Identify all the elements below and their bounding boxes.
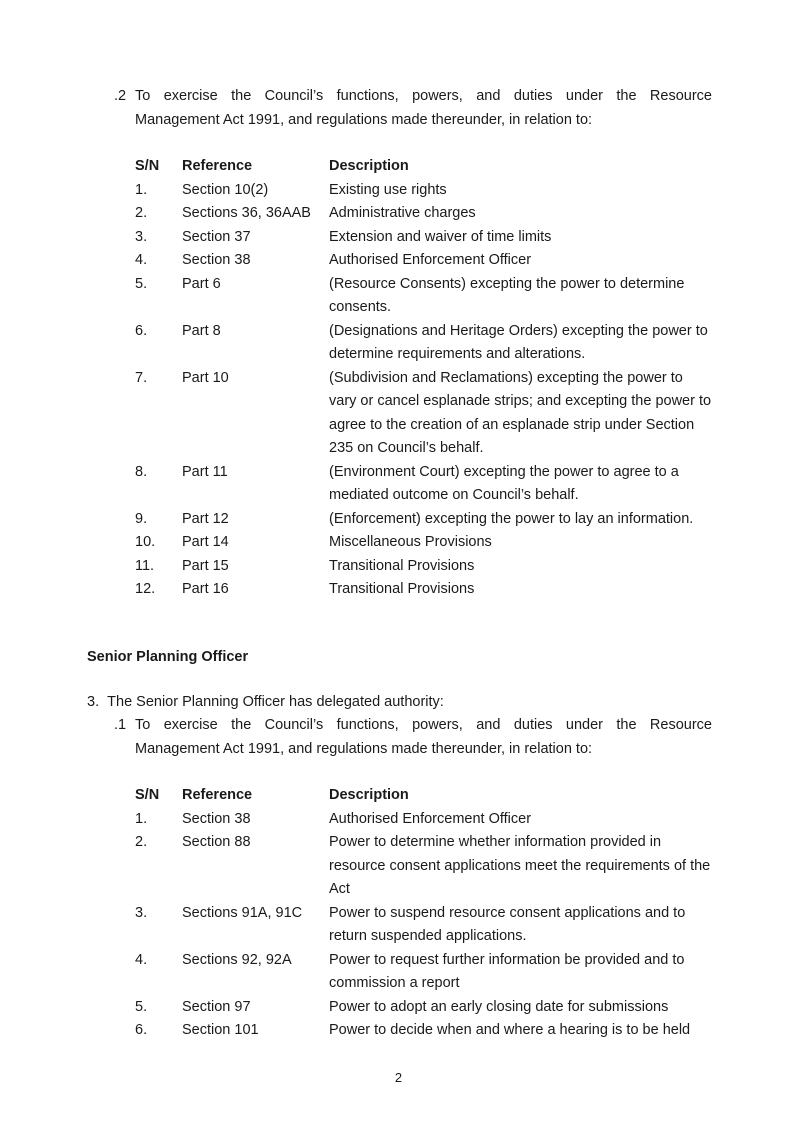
table-row bbox=[135, 996, 712, 1020]
cell-description: Existing use rights bbox=[329, 181, 447, 198]
cell-sn: 4. bbox=[135, 951, 148, 968]
header-sn: S/N bbox=[135, 787, 160, 803]
cell-reference: Part 8 bbox=[182, 322, 221, 339]
cell-reference: Part 14 bbox=[182, 534, 229, 550]
table-row bbox=[135, 461, 712, 508]
cell-description: Power to decide when and where a hearing is to be held bbox=[329, 1022, 691, 1038]
delegation-table-2 bbox=[135, 784, 712, 1043]
cell-reference: Part 15 bbox=[182, 557, 229, 574]
cell-description: (Designations and Heritage Orders) excepting the power to determine requirements and alterations. bbox=[329, 322, 708, 362]
header-reference: Reference bbox=[182, 787, 253, 803]
cell-description: Authorised Enforcement Officer bbox=[329, 252, 532, 268]
cell-description: Power to request further information be provided and to commission a report bbox=[329, 951, 685, 991]
cell-sn: 2. bbox=[135, 834, 148, 850]
cell-reference: Sections 36, 36AAB bbox=[182, 205, 311, 221]
cell-reference: Section 38 bbox=[182, 252, 251, 268]
table-header-row bbox=[135, 784, 712, 808]
cell-sn: 12. bbox=[135, 581, 156, 597]
table-row bbox=[135, 808, 712, 832]
cell-sn: 7. bbox=[135, 369, 148, 386]
cell-reference: Section 88 bbox=[182, 834, 251, 850]
cell-reference: Sections 91A, 91C bbox=[182, 904, 303, 921]
cell-description: (Subdivision and Reclamations) excepting the power to vary or cancel esplanade strips; and excepting the power to agree to the creation of an esplanade strip under Section 235 on Council’s behalf. bbox=[329, 369, 712, 456]
delegation-table-1 bbox=[135, 155, 712, 602]
cell-description: Administrative charges bbox=[329, 205, 476, 221]
table-row bbox=[135, 179, 712, 203]
table-row bbox=[135, 367, 712, 461]
cell-sn: 3. bbox=[135, 228, 148, 245]
cell-sn: 8. bbox=[135, 463, 148, 480]
cell-sn: 5. bbox=[135, 998, 148, 1015]
header-description: Description bbox=[329, 787, 409, 803]
table-row bbox=[135, 831, 712, 902]
table-row bbox=[135, 249, 712, 273]
cell-sn: 11. bbox=[135, 557, 155, 574]
cell-sn: 3. bbox=[135, 904, 148, 921]
cell-description: (Environment Court) excepting the power to agree to a mediated outcome on Council’s behalf. bbox=[329, 463, 679, 503]
table-row bbox=[135, 202, 712, 226]
cell-description: Power to suspend resource consent applications and to return suspended applications. bbox=[329, 904, 686, 944]
cell-description: (Resource Consents) excepting the power to determine consents. bbox=[329, 275, 685, 315]
table-row bbox=[135, 508, 712, 532]
cell-reference: Section 37 bbox=[182, 228, 251, 245]
cell-reference: Section 38 bbox=[182, 810, 251, 827]
cell-reference: Sections 92, 92A bbox=[182, 951, 292, 968]
cell-reference: Part 11 bbox=[182, 463, 228, 480]
clause-text-line2: Management Act 1991, and regulations made thereunder, in relation to: bbox=[135, 740, 593, 757]
clause-text-line2: Management Act 1991, and regulations made thereunder, in relation to: bbox=[135, 111, 593, 128]
header-reference: Reference bbox=[182, 158, 253, 174]
cell-description: Authorised Enforcement Officer bbox=[329, 810, 532, 827]
cell-sn: 5. bbox=[135, 275, 148, 292]
header-description: Description bbox=[329, 158, 409, 174]
table-row bbox=[135, 949, 712, 996]
section-heading: Senior Planning Officer bbox=[87, 649, 249, 665]
table-row bbox=[135, 226, 712, 250]
cell-sn: 1. bbox=[135, 181, 148, 198]
cell-reference: Section 101 bbox=[182, 1022, 259, 1038]
cell-description: (Enforcement) excepting the power to lay an information. bbox=[329, 510, 694, 527]
cell-reference: Part 16 bbox=[182, 581, 229, 597]
table-row bbox=[135, 1019, 712, 1043]
cell-sn: 9. bbox=[135, 510, 148, 527]
table-row bbox=[135, 555, 712, 579]
cell-reference: Section 10(2) bbox=[182, 181, 269, 198]
table-header-row bbox=[135, 155, 712, 179]
table-row bbox=[135, 531, 712, 555]
page-number: 2 bbox=[394, 1070, 403, 1085]
cell-description: Extension and waiver of time limits bbox=[329, 228, 552, 245]
clause-text-line1: To exercise the Council’s functions, powers, and duties under the Resource bbox=[135, 88, 712, 104]
header-sn: S/N bbox=[135, 158, 160, 174]
cell-sn: 6. bbox=[135, 322, 148, 339]
clause-text-line1: To exercise the Council’s functions, powers, and duties under the Resource bbox=[135, 717, 712, 733]
cell-description: Power to adopt an early closing date for submissions bbox=[329, 998, 669, 1015]
cell-sn: 4. bbox=[135, 252, 148, 268]
table-row bbox=[135, 273, 712, 320]
clause-number: .2 bbox=[114, 88, 127, 104]
cell-description: Transitional Provisions bbox=[329, 581, 475, 597]
cell-reference: Part 6 bbox=[182, 275, 221, 292]
cell-reference: Part 12 bbox=[182, 510, 229, 527]
cell-description: Power to determine whether information provided in resource consent applications meet the requirements of the Act bbox=[329, 834, 711, 897]
cell-reference: Section 97 bbox=[182, 998, 251, 1015]
table-row bbox=[135, 902, 712, 949]
cell-sn: 1. bbox=[135, 810, 148, 827]
table-row bbox=[135, 578, 712, 602]
clause-number: .1 bbox=[114, 717, 127, 733]
item-3-intro: 3. The Senior Planning Officer has delegated authority: bbox=[87, 694, 444, 710]
cell-sn: 10. bbox=[135, 534, 156, 550]
cell-description: Miscellaneous Provisions bbox=[329, 534, 492, 550]
cell-description: Transitional Provisions bbox=[329, 557, 475, 574]
cell-sn: 2. bbox=[135, 205, 148, 221]
cell-reference: Part 10 bbox=[182, 369, 229, 386]
cell-sn: 6. bbox=[135, 1022, 148, 1038]
table-row bbox=[135, 320, 712, 367]
